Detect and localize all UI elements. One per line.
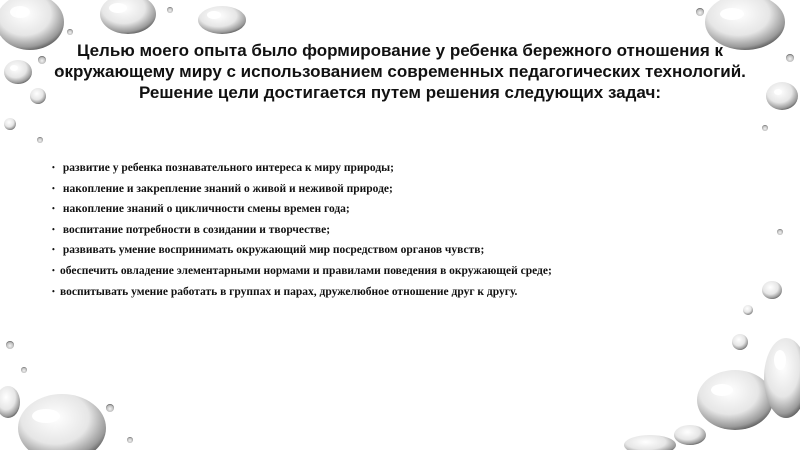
list-item xyxy=(52,282,692,303)
bullet-icon: • xyxy=(52,183,55,193)
task-list xyxy=(52,158,692,302)
task-text: развивать умение воспринимать окружающий мир посредством органов чувств; xyxy=(60,244,485,257)
list-item xyxy=(52,240,692,261)
task-text: воспитание потребности в созидании и творчестве; xyxy=(60,223,331,236)
bullet-icon: • xyxy=(52,224,55,234)
bullet-icon: • xyxy=(52,245,55,255)
list-item xyxy=(52,261,692,282)
task-text: обеспечить овладение элементарными нормами и правилами поведения в окружающей среде; xyxy=(60,264,552,277)
bullet-icon: • xyxy=(52,266,55,276)
bullet-icon: • xyxy=(52,204,55,214)
drop-bottom-left-large xyxy=(18,394,106,450)
task-text: накопление и закрепление знаний о живой и неживой природе; xyxy=(60,182,393,195)
bullet-icon: • xyxy=(52,286,55,296)
task-text: накопление знаний о цикличности смены времен года; xyxy=(60,203,350,216)
list-item xyxy=(52,220,692,241)
task-text: воспитывать умение работать в группах и парах, дружелюбное отношение друг к другу. xyxy=(60,285,518,298)
drop-top-left-small xyxy=(4,60,32,84)
list-item xyxy=(52,158,692,179)
slide-title: Целью моего опыта было формирование у ребенка бережного отношения к окружающему миру с использованием современных педагогических технологий. Решение цели достигается путем решения следующих задач: xyxy=(54,41,746,102)
list-item xyxy=(52,179,692,200)
drop-bottom-right-large xyxy=(697,370,773,430)
drop-top-center xyxy=(100,0,156,34)
bullet-icon: • xyxy=(52,163,55,173)
list-item xyxy=(52,199,692,220)
task-text: развитие у ребенка познавательного интереса к миру природы; xyxy=(60,162,394,174)
